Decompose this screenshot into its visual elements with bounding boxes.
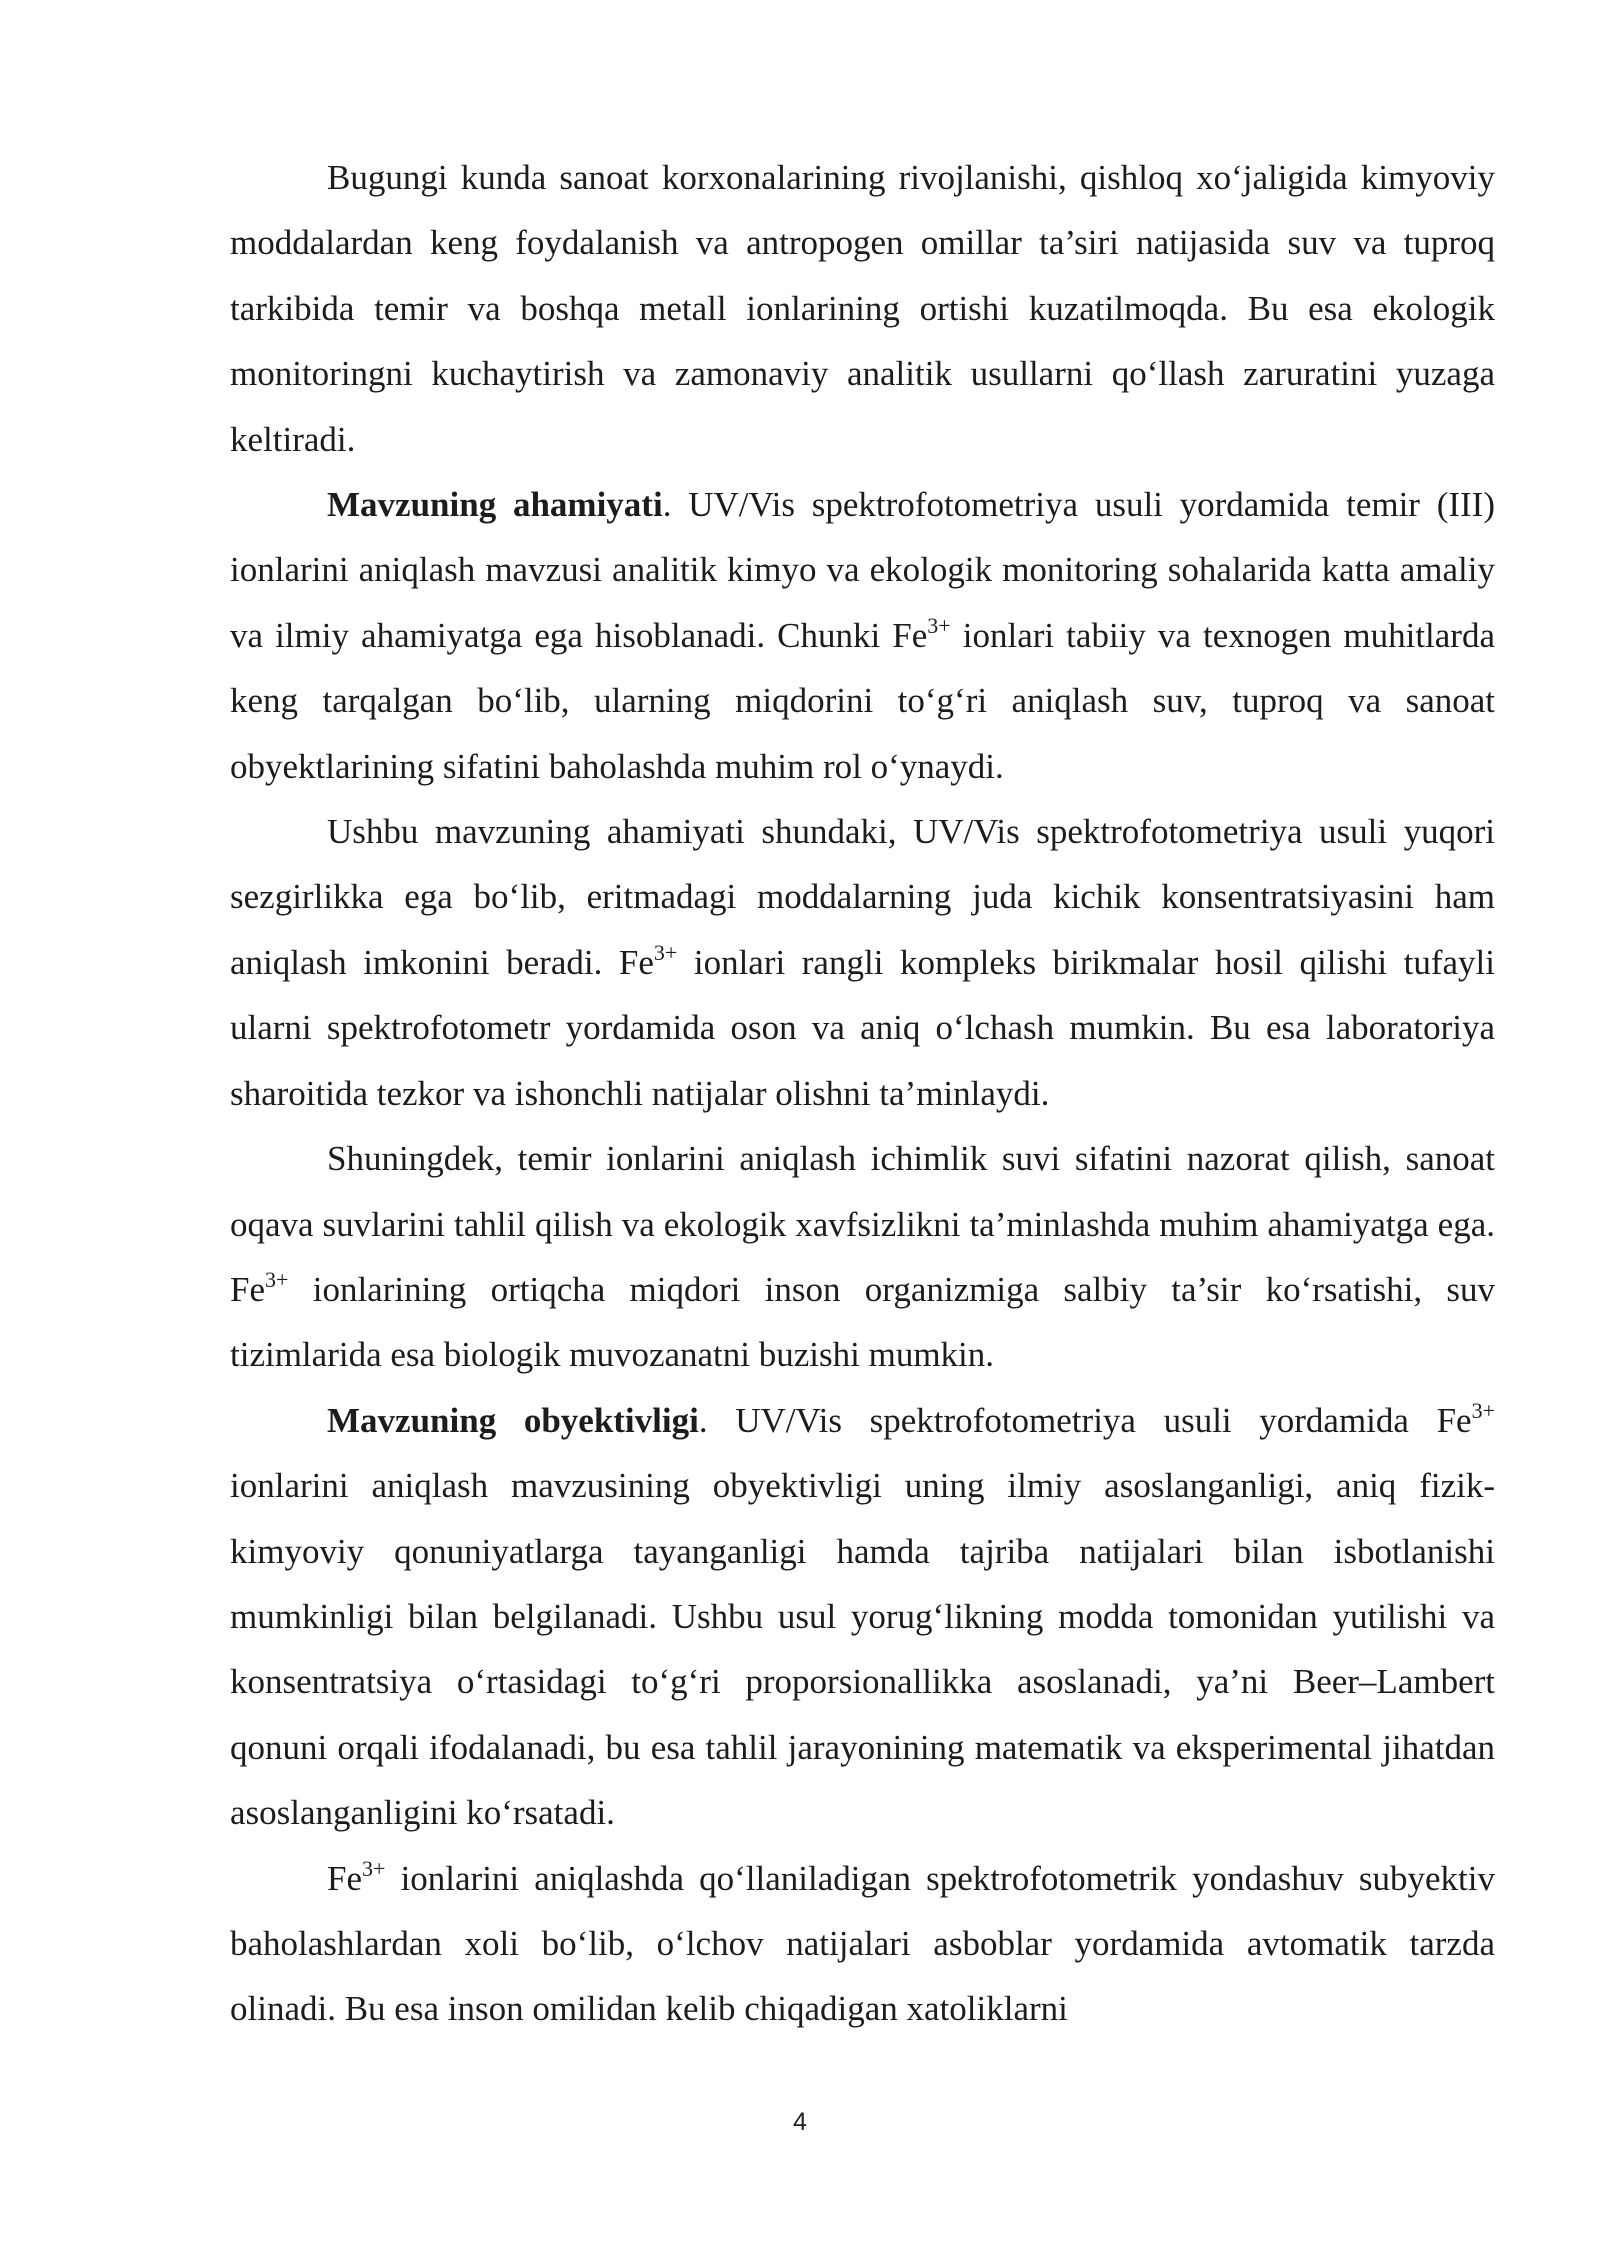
charge-superscript: 3+ [362, 1855, 386, 1881]
document-page-body [230, 145, 1495, 2042]
paragraph-spectrophotometric-approach [230, 1846, 1495, 2042]
charge-superscript: 3+ [927, 612, 951, 638]
paragraph-topic-objectivity [230, 1388, 1495, 1846]
paragraph-text: Shuningdek, temir ionlarini aniqlash ichimlik suvi sifatini nazorat qilish, sanoat oqava suvlarini tahlil qilish va ekologik xavfsizlikni ta’minlashda muhim ahamiyatga ega. Fe [230, 1139, 1495, 1309]
section-heading-importance: Mavzuning ahamiyati [327, 485, 663, 525]
paragraph-introduction [230, 145, 1495, 472]
paragraph-text: ionlarini aniqlashda qo‘llaniladigan spektrofotometrik yondashuv subyektiv baholashlardan xoli bo‘lib, o‘lchov natijalari asboblar yordamida avtomatik tarzda olinadi. Bu esa inson omilidan kelib chiqadigan xatoliklarni [230, 1858, 1495, 2029]
paragraph-method-sensitivity [230, 799, 1495, 1126]
charge-superscript: 3+ [653, 939, 678, 965]
paragraph-text: . UV/Vis spektrofotometriya usuli yordamida temir (III) ionlarini aniqlash mavzusi analitik kimyo va ekologik monitoring sohalarida katta amaliy va ilmiy ahamiyatga ega hisoblanadi. Chunki Fe [230, 485, 1495, 655]
paragraph-water-quality [230, 1126, 1495, 1388]
paragraph-text: Ushbu mavzuning ahamiyati shundaki, UV/Vis spektrofotometriya usuli yuqori sezgirlikka ega bo‘lib, eritmadagi moddalarning juda kichik konsentratsiyasini ham aniqlash imkonini beradi. Fe [230, 812, 1495, 982]
paragraph-text: ionlarini aniqlash mavzusining obyektivligi uning ilmiy asoslanganligi, aniq fizik-kimyoviy qonuniyatlarga tayanganligi hamda tajriba natijalari bilan isbotlanishi mumkinligi bilan belgilanadi. Ushbu usul yorug‘likning modda tomonidan yutilishi va konsentratsiya o‘rtasidagi to‘g‘ri proporsionallikka asoslanadi, ya’ni Beer–Lambert qonuni orqali ifodalanadi, bu esa tahlil jarayonining matematik va eksperimental jihatdan asoslanganligini ko‘rsatadi. [230, 1466, 1495, 1833]
paragraph-text: ionlari tabiiy va texnogen muhitlarda keng tarqalgan bo‘lib, ularning miqdorini to‘g‘ri aniqlash suv, tuproq va sanoat obyektlarining sifatini baholashda muhim rol o‘ynaydi. [230, 615, 1495, 786]
paragraph-text: Bugungi kunda sanoat korxonalarining rivojlanishi, qishloq xo‘jaligida kimyoviy moddalardan keng foydalanish va antropogen omillar ta’siri natijasida suv va tuproq tarkibida temir va boshqa metall ionlarining ortishi kuzatilmoqda. Bu esa ekologik monitoringni kuchaytirish va zamonaviy analitik usullarni qo‘llash zaruratini yuzaga keltiradi. [230, 158, 1495, 459]
paragraph-topic-importance [230, 472, 1495, 799]
paragraph-text: . UV/Vis spektrofotometriya usuli yordamida Fe [698, 1400, 1472, 1440]
section-heading-objectivity: Mavzuning obyektivligi [327, 1400, 699, 1440]
page-number: 4 [793, 2108, 807, 2136]
charge-superscript: 3+ [1471, 1397, 1495, 1423]
paragraph-text: Fe [327, 1858, 362, 1898]
paragraph-text: ionlari rangli kompleks birikmalar hosil qilishi tufayli ularni spektrofotometr yordamida oson va aniq o‘lchash mumkin. Bu esa laboratoriya sharoitida tezkor va ishonchli natijalar olishni ta’minlaydi. [230, 942, 1495, 1113]
paragraph-text: ionlarining ortiqcha miqdori inson organizmiga salbiy ta’sir ko‘rsatishi, suv tizimlarida esa biologik muvozanatni buzishi mumkin. [230, 1269, 1495, 1375]
charge-superscript: 3+ [265, 1266, 289, 1292]
